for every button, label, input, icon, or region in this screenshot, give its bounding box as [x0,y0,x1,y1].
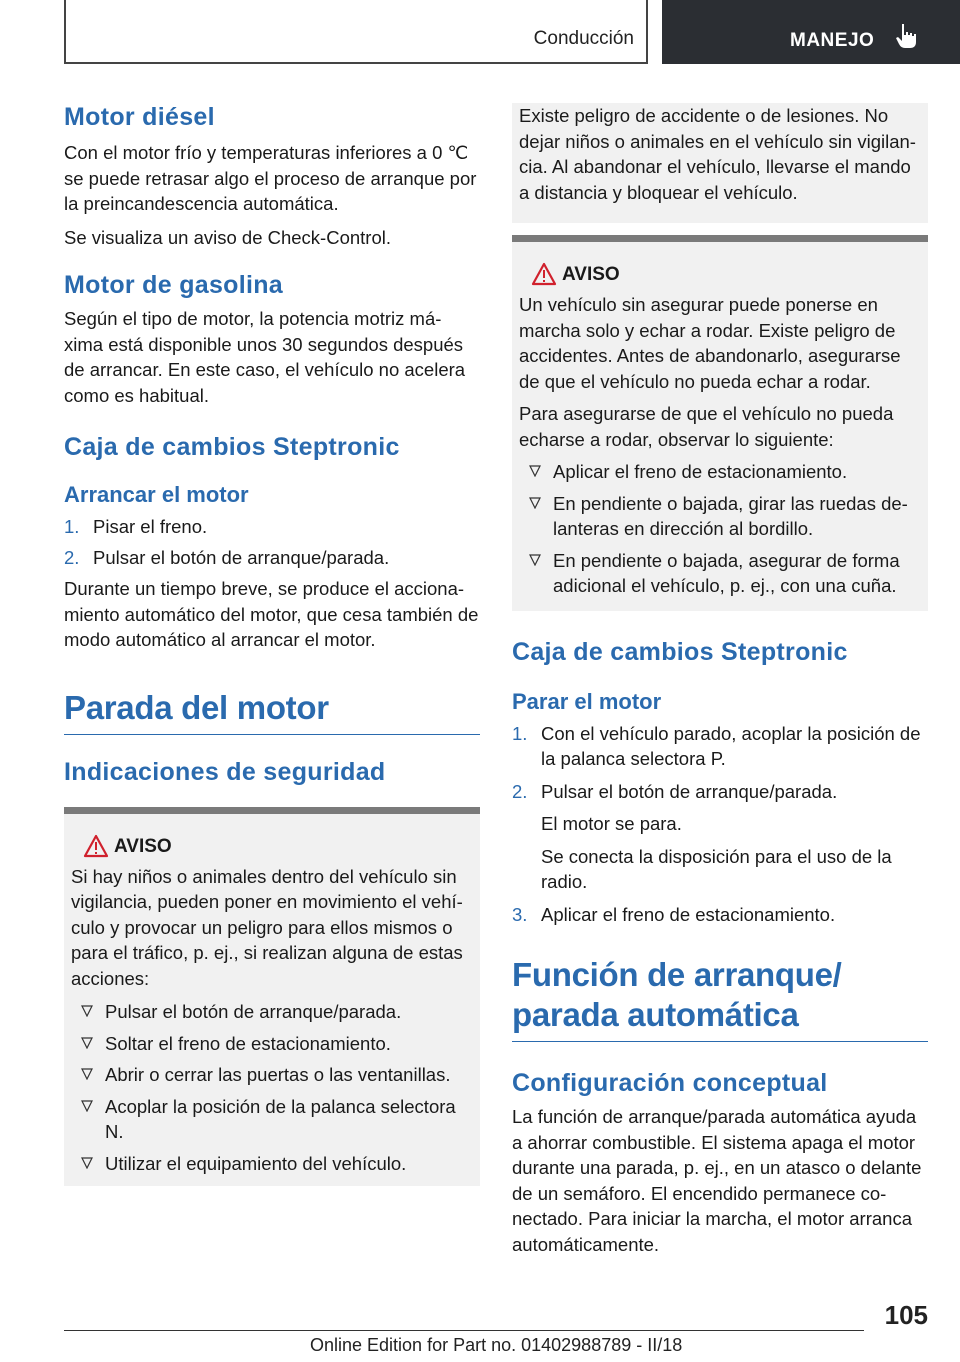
warning-text: Un vehículo sin asegurar puede ponerse en marcha solo y echar a rodar. Existe peligro de accidentes. Antes de abandonarlo, asegurarse de que el vehículo no pueda echar a rodar. [519,294,901,392]
start-engine-heading: Arrancar el motor [64,482,249,507]
bullet-triangle-icon [81,1100,93,1112]
stop-engine-heading: Parar el motor [512,688,662,714]
steptronic-heading: Caja de cambios Steptronic [64,433,400,461]
warning-triangle-icon [83,834,109,858]
section-title: Conducción [533,28,634,49]
list-item: 2. Pulsar el botón de arranque/parada. [512,780,838,802]
heading-rule [512,1041,928,1042]
list-item: 1. Con el vehículo parado, acoplar la posición de la palanca selectora P. [512,722,921,769]
bullet-triangle-icon [81,1157,93,1169]
list-item: Utilizar el equipamiento del vehículo. [71,1151,473,1177]
bullet-triangle-icon [529,497,541,509]
list-item: Aplicar el freno de estacionamiento. [519,459,921,485]
list-item: Se conecta la disposición para el uso de la radio. [541,845,892,892]
right-column [512,103,928,1257]
warning-bar [64,807,480,814]
list-item: En pendiente o bajada, girar las ruedas de‐lanteras en dirección al bordillo. [519,491,921,542]
warning-continued-text: Existe peligro de accidente o de lesiones. No dejar niños o animales en el vehículo sin vigilan‐cia. Al abandonar el vehículo, llevarse el mando a distancia y bloquear el vehículo. [519,105,916,203]
list-item: El motor se para. [541,813,682,834]
gasoline-heading: Motor de gasolina [64,271,284,299]
list-item: 1. Pisar el freno. [64,516,208,537]
hand-pointer-icon [894,22,920,50]
list-item: 2. Pulsar el botón de arranque/parada. [64,546,390,568]
start-note-text: Durante un tiempo breve, se produce el acciona‐miento automático del motor, que cesa también de modo automático al arrancar el motor. [64,578,479,650]
warning-bar [512,235,928,242]
list-item: 3. Aplicar el freno de estacionamiento. [512,903,836,925]
gasoline-text: Según el tipo de motor, la potencia motriz má‐xima está disponible unos 30 segundos después de arrancar. En este caso, el vehículo no acelera como es habitual. [64,308,466,406]
concept-heading: Configuración conceptual [512,1069,828,1097]
list-item: Acoplar la posición de la palanca selectora N. [71,1094,473,1145]
left-column [64,100,480,1186]
bullet-triangle-icon [81,1037,93,1049]
warning-bullets [519,459,921,599]
footer-edition: Online Edition for Part no. 01402988789 - II/18 [310,1335,683,1355]
chapter-title: MANEJO [790,30,875,51]
page-number: 105 [884,1300,928,1330]
warning-triangle-icon [531,262,557,286]
bullet-triangle-icon [81,1005,93,1017]
warning-box-continued [512,103,928,223]
diesel-heading: Motor diésel [64,103,215,131]
bullet-triangle-icon [529,465,541,477]
header-chapter-box [662,0,960,64]
diesel-text: Con el motor frío y temperaturas inferiores a 0 ℃ se puede retrasar algo el proceso de arranque por la preincandescencia automática. [64,142,477,214]
warning-label: AVISO [562,264,620,285]
list-item: Pulsar el botón de arranque/parada. [71,999,473,1025]
warning-box [512,235,928,611]
engine-stop-heading: Parada del motor [64,688,329,726]
start-steps-list [64,514,480,570]
stop-steps-list [512,721,928,928]
steptronic-heading: Caja de cambios Steptronic [512,637,848,666]
warning-text: Si hay niños o animales dentro del vehículo sin vigilancia, pueden poner en movimiento el vehí‐culo y provocar un peligro para ellos mismos o para el tráfico, p. ej., si realizan alguna de estas acciones: [71,865,463,989]
heading-rule [64,734,480,735]
warning-bullets [71,999,473,1176]
list-item: En pendiente o bajada, asegurar de forma adicional el vehículo, p. ej., con una cuña. [519,548,921,599]
autostart-heading-line1: Función de arranque/ [512,956,842,993]
concept-text: La función de arranque/parada automática ayuda a ahorrar combustible. El sistema apaga el motor durante una parada, p. ej., en un atasco o delante de un semáforo. El encendido permanece co‐nectado. Para iniciar la marcha, el motor arranca automáticamente. [512,1106,922,1255]
bullet-triangle-icon [81,1068,93,1080]
autostart-heading-line2: parada automática [512,996,799,1033]
bullet-triangle-icon [529,554,541,566]
list-item: Soltar el freno de estacionamiento. [71,1031,473,1057]
safety-heading: Indicaciones de seguridad [64,757,386,786]
warning-label: AVISO [114,835,172,857]
header-section-box [64,0,648,64]
diesel-checkcontrol-text: Se visualiza un aviso de Check-Control. [64,226,391,248]
footer-rule [64,1330,864,1331]
list-item: Abrir o cerrar las puertas o las ventanillas. [71,1062,473,1088]
warning-instructions: Para asegurarse de que el vehículo no pueda echarse a rodar, observar lo siguiente: [519,403,894,450]
warning-box [64,807,480,1187]
